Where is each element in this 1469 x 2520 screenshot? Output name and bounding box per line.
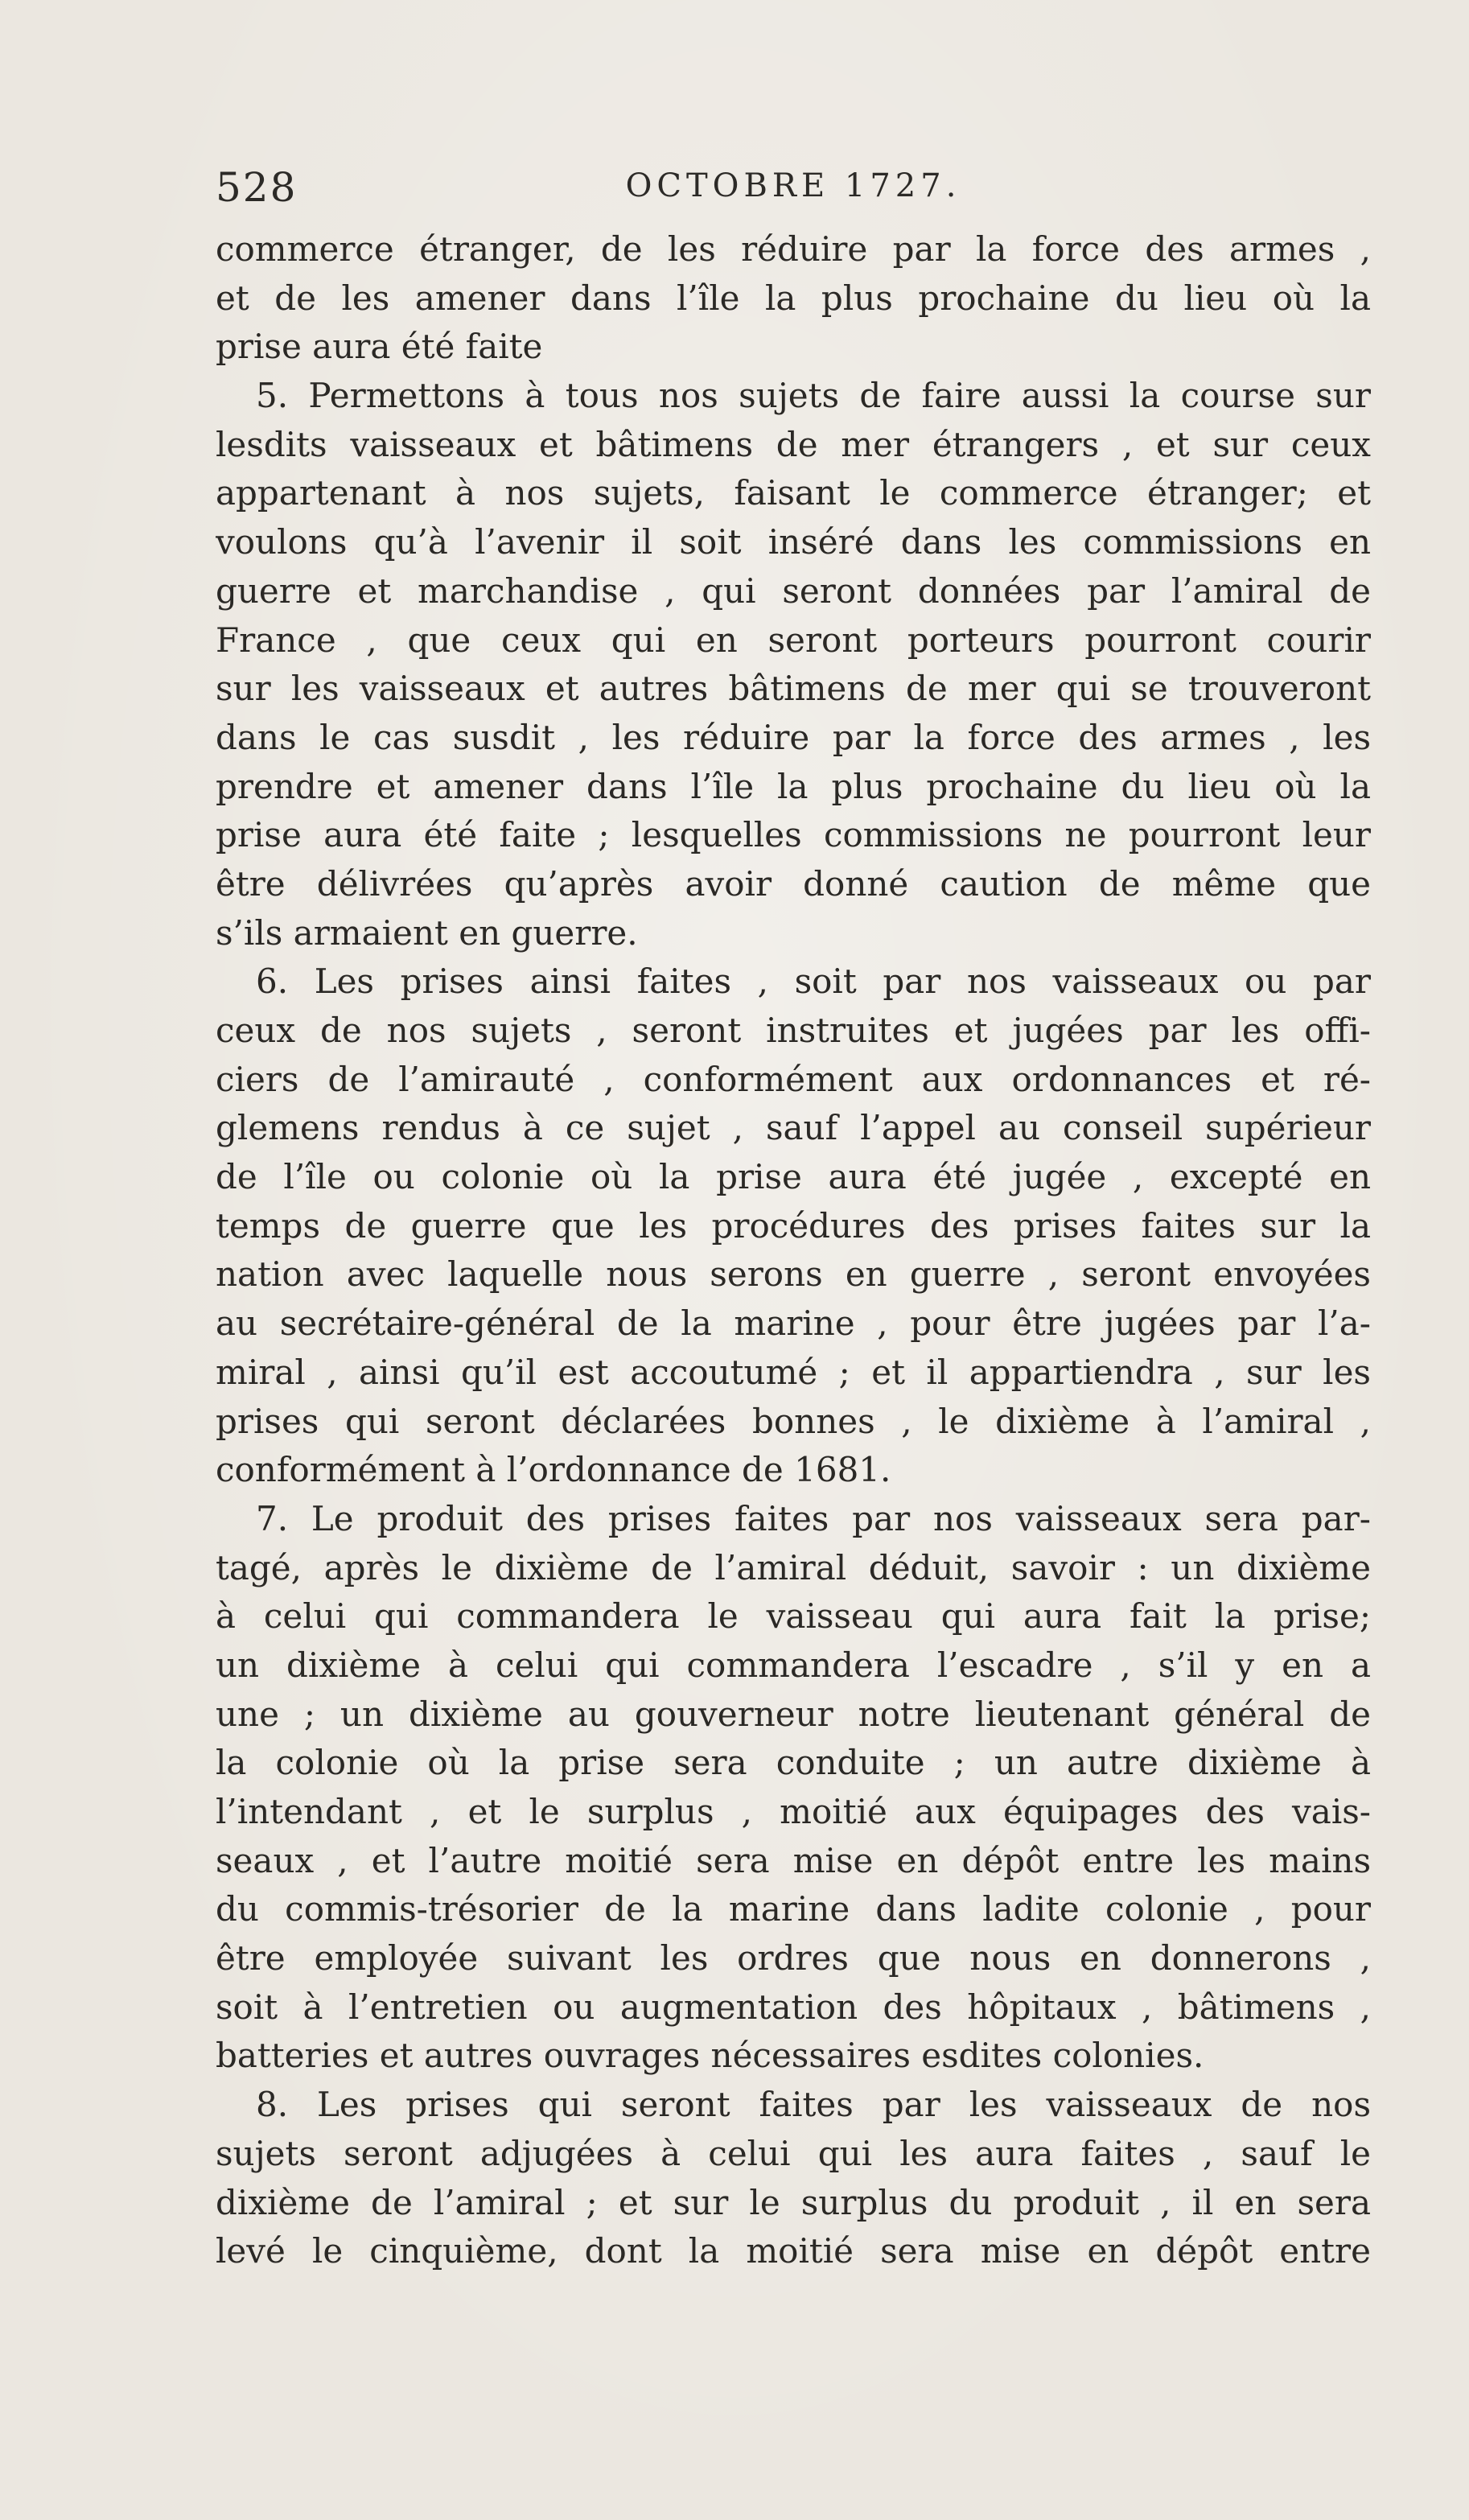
page-number: 528 xyxy=(216,164,298,211)
text-line: 6. Les prises ainsi faites , soit par nos vaisseaux ou par xyxy=(256,961,1371,1002)
text-line: miral , ainsi qu’il est accoutumé ; et il appartiendra , sur les xyxy=(216,1352,1371,1392)
running-head: OCTOBRE 1727. xyxy=(625,167,961,204)
text-line: prises qui seront déclarées bonnes , le dixième à l’amiral , xyxy=(216,1401,1371,1441)
text-line: glemens rendus à ce sujet , sauf l’appel au conseil supérieur xyxy=(216,1108,1371,1148)
text-line: et de les amener dans l’île la plus prochaine du lieu où la xyxy=(216,278,1371,318)
body-text xyxy=(216,225,1371,2276)
text-line: levé le cinquième, dont la moitié sera mise en dépôt entre xyxy=(216,2231,1371,2271)
text-line: tagé, après le dixième de l’amiral déduit, savoir : un dixième xyxy=(216,1547,1371,1587)
text-line: dixième de l’amiral ; et sur le surplus du produit , il en sera xyxy=(216,2182,1371,2222)
text-line: voulons qu’à l’avenir il soit inséré dans les commissions en xyxy=(216,522,1371,562)
text-line: temps de guerre que les procédures des prises faites sur la xyxy=(216,1205,1371,1246)
text-line: prise aura été faite xyxy=(216,327,543,367)
text-line: ceux de nos sujets , seront instruites et jugées par les offi- xyxy=(216,1011,1371,1050)
text-line: sujets seront adjugées à celui qui les aura faites , sauf le xyxy=(216,2133,1371,2173)
text-line: conformément à l’ordonnance de 1681. xyxy=(216,1450,891,1490)
text-line: une ; un dixième au gouverneur notre lieutenant général de xyxy=(216,1694,1371,1734)
text-line: 7. Le produit des prises faites par nos vaisseaux sera par- xyxy=(256,1498,1371,1538)
text-line: l’intendant , et le surplus , moitié aux équipages des vais- xyxy=(216,1792,1371,1831)
text-line: appartenant à nos sujets, faisant le commerce étranger; et xyxy=(216,473,1371,513)
page-header xyxy=(216,158,1371,214)
text-line: s’ils armaient en guerre. xyxy=(216,912,638,953)
text-line: 5. Permettons à tous nos sujets de faire aussi la course sur xyxy=(256,376,1371,416)
text-line: au secrétaire-général de la marine , pour être jugées par l’a- xyxy=(216,1303,1371,1344)
text-line: à celui qui commandera le vaisseau qui aura fait la prise; xyxy=(216,1596,1371,1637)
text-line: prendre et amener dans l’île la plus prochaine du lieu où la xyxy=(216,766,1371,806)
text-line: nation avec laquelle nous serons en guerre , seront envoyées xyxy=(216,1254,1371,1295)
text-line: seaux , et l’autre moitié sera mise en dépôt entre les mains xyxy=(216,1840,1371,1880)
text-line: la colonie où la prise sera conduite ; un autre dixième à xyxy=(216,1743,1371,1783)
text-line: soit à l’entretien ou augmentation des hôpitaux , bâtimens , xyxy=(216,1987,1371,2027)
text-line: dans le cas susdit , les réduire par la force des armes , les xyxy=(216,717,1371,757)
text-line: lesdits vaisseaux et bâtimens de mer étrangers , et sur ceux xyxy=(216,424,1371,464)
text-line: être délivrées qu’après avoir donné caution de même que xyxy=(216,863,1371,904)
text-line: batteries et autres ouvrages nécessaires esdites colonies. xyxy=(216,2036,1204,2076)
text-line: 8. Les prises qui seront faites par les vaisseaux de nos xyxy=(256,2085,1371,2125)
text-line: guerre et marchandise , qui seront données par l’amiral de xyxy=(216,570,1371,611)
text-line: du commis-trésorier de la marine dans ladite colonie , pour xyxy=(216,1889,1371,1929)
text-line: un dixième à celui qui commandera l’escadre , s’il y en a xyxy=(216,1645,1371,1685)
text-line: France , que ceux qui en seront porteurs pourront courir xyxy=(216,620,1371,660)
text-line: ciers de l’amirauté , conformément aux ordonnances et ré- xyxy=(216,1059,1371,1099)
text-line: prise aura été faite ; lesquelles commissions ne pourront leur xyxy=(216,815,1371,855)
text-line: de l’île ou colonie où la prise aura été jugée , excepté en xyxy=(216,1157,1371,1197)
text-line: commerce étranger, de les réduire par la force des armes , xyxy=(216,229,1371,269)
text-line: sur les vaisseaux et autres bâtimens de mer qui se trouveront xyxy=(216,669,1371,709)
text-line: être employée suivant les ordres que nous en donnerons , xyxy=(216,1938,1371,1979)
